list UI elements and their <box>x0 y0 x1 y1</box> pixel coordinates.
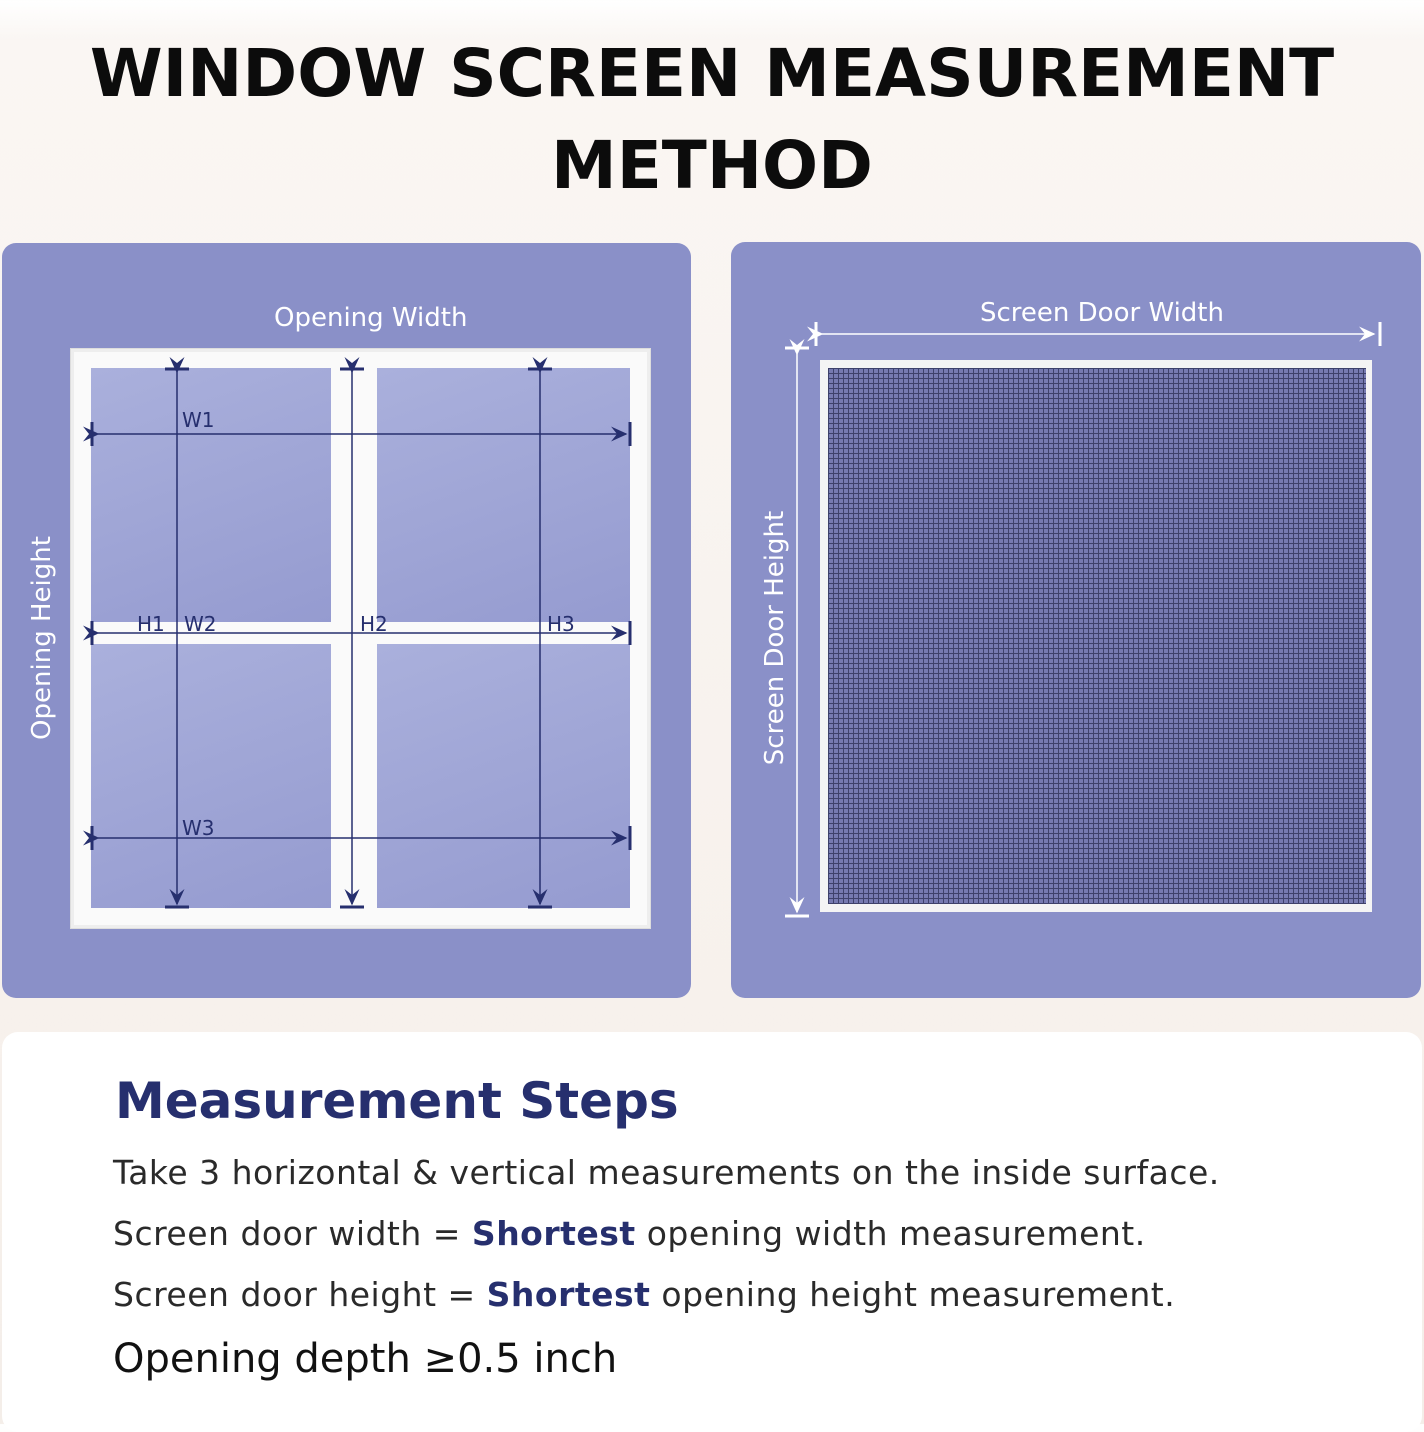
h3-label: H3 <box>547 612 575 636</box>
step-3-post: opening height measurement. <box>650 1275 1176 1314</box>
steps-heading: Measurement Steps <box>115 1072 679 1130</box>
step-3-bold: Shortest <box>486 1275 651 1314</box>
w2-label: W2 <box>184 612 217 636</box>
h2-label: H2 <box>360 612 388 636</box>
step-2-pre: Screen door width = <box>113 1214 472 1253</box>
title-line-2: METHOD <box>551 127 873 204</box>
title-line-1: WINDOW SCREEN MEASUREMENT <box>89 35 1335 112</box>
w1-label: W1 <box>182 408 215 432</box>
step-3 <box>113 1275 1175 1314</box>
step-2-bold: Shortest <box>471 1214 636 1253</box>
step-3-pre: Screen door height = <box>113 1275 487 1314</box>
opening-depth-note: Opening depth ≥0.5 inch <box>113 1336 618 1382</box>
screen-door-width-label: Screen Door Width <box>980 298 1224 328</box>
opening-width-label: Opening Width <box>274 303 468 333</box>
w3-label: W3 <box>182 816 215 840</box>
opening-height-label: Opening Height <box>27 536 57 740</box>
step-2-post: opening width measurement. <box>635 1214 1146 1253</box>
step-1: Take 3 horizontal & vertical measurements on the inside surface. <box>113 1153 1220 1192</box>
screen-door-height-label: Screen Door Height <box>760 510 790 766</box>
step-2 <box>113 1214 1146 1253</box>
h1-label: H1 <box>137 612 165 636</box>
screen-mesh <box>828 368 1366 904</box>
